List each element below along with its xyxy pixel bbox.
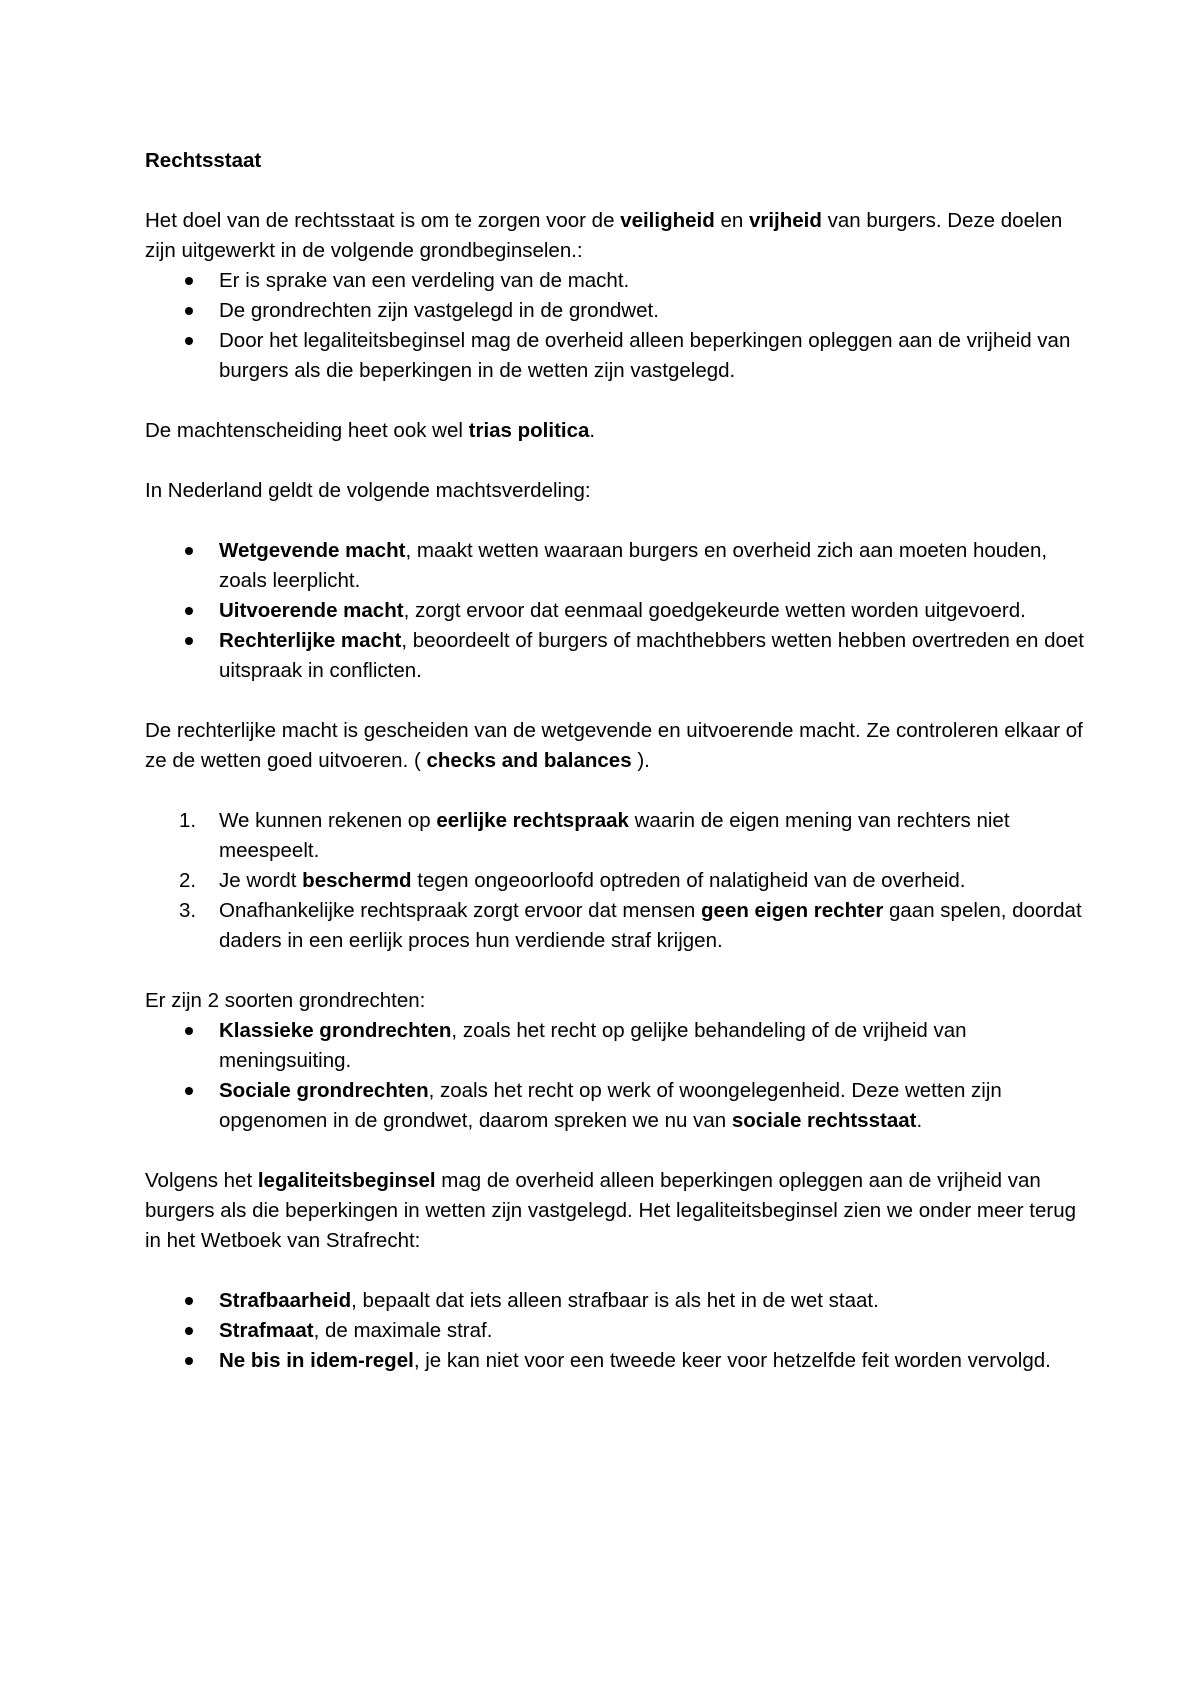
item-text: Je wordt [219, 869, 303, 892]
powers-list [145, 536, 1085, 686]
list-item [145, 536, 1085, 596]
trias-text-2: . [589, 419, 596, 442]
item-text: tegen ongeoorloofd optreden of nalatigheid van de overheid. [411, 869, 966, 892]
trias-paragraph [145, 416, 1085, 446]
criminal-law-list [145, 1286, 1085, 1376]
right-desc: , zoals het recht op werk of woongelegenheid. Deze wetten zijn opgenomen in de grondwet, daarom spreken we nu van [219, 1079, 1002, 1132]
intro-bold-1: veiligheid [620, 209, 715, 232]
list-item: Door het legaliteitsbeginsel mag de overheid alleen beperkingen opleggen aan de vrijheid van burgers als die beperkingen in de wetten zijn vastgelegd. [145, 326, 1085, 386]
rights-intro-paragraph: Er zijn 2 soorten grondrechten: [145, 989, 426, 1012]
item-text: waarin de eigen mening van rechters niet meespeelt. [219, 809, 1010, 862]
list-item [145, 866, 1085, 896]
spacer [145, 446, 1085, 476]
power-desc: , beoordeelt of burgers of machthebbers wetten hebben overtreden en doet uitspraak in conflicten. [219, 629, 1084, 682]
power-desc: , zorgt ervoor dat eenmaal goedgekeurde wetten worden uitgevoerd. [403, 599, 1026, 622]
list-item [145, 596, 1085, 626]
trias-bold: trias politica [468, 419, 590, 442]
checks-paragraph [145, 716, 1085, 776]
term-name: Strafbaarheid [219, 1289, 352, 1312]
list-item [145, 1286, 1085, 1316]
spacer [145, 686, 1085, 716]
term-desc: , de maximale straf. [313, 1319, 493, 1342]
nl-intro-paragraph: In Nederland geldt de volgende machtsverdeling: [145, 479, 591, 502]
list-number: 3. [179, 899, 197, 922]
spacer [145, 386, 1085, 416]
item-text: Onafhankelijke rechtspraak zorgt ervoor dat mensen [219, 899, 702, 922]
right-desc: , zoals het recht op gelijke behandeling of de vrijheid van meningsuiting. [219, 1019, 967, 1072]
term-name: Ne bis in idem-regel [219, 1349, 414, 1372]
list-item [145, 626, 1085, 686]
intro-bold-2: vrijheid [748, 209, 822, 232]
checks-bold: checks and balances [426, 749, 632, 772]
list-number: 1. [179, 809, 197, 832]
term-desc: , bepaalt dat iets alleen strafbaar is als het in de wet staat. [351, 1289, 879, 1312]
power-name: Rechterlijke macht [219, 629, 402, 652]
term-desc: , je kan niet voor een tweede keer voor hetzelfde feit worden vervolgd. [413, 1349, 1051, 1372]
power-desc: , maakt wetten waaraan burgers en overheid zich aan moeten houden, zoals leerplicht. [219, 539, 1048, 592]
term-name: Strafmaat [219, 1319, 314, 1342]
list-item: De grondrechten zijn vastgelegd in de grondwet. [145, 296, 1085, 326]
document-body [145, 146, 1085, 1376]
list-item [145, 1316, 1085, 1346]
list-item [145, 896, 1085, 956]
legality-text-2: mag de overheid alleen beperkingen opleggen aan de vrijheid van burgers als die beperkingen in wetten zijn vastgelegd. Het legaliteitsbeginsel zien we onder meer terug in het Wetboek van Strafrecht: [145, 1169, 1077, 1252]
right-desc-2: . [916, 1109, 923, 1132]
item-text: gaan spelen, doordat daders in een eerlijk proces hun verdiende straf krijgen. [219, 899, 1082, 952]
list-number: 2. [179, 869, 197, 892]
item-bold: eerlijke rechtspraak [436, 809, 629, 832]
legality-text-1: Volgens het [145, 1169, 258, 1192]
trias-text-1: De machtenscheiding heet ook wel [145, 419, 469, 442]
item-text: We kunnen rekenen op [219, 809, 437, 832]
spacer [145, 1136, 1085, 1166]
principles-list [145, 266, 1085, 386]
power-name: Uitvoerende macht [219, 599, 404, 622]
rights-list [145, 1016, 1085, 1136]
page-title: Rechtsstaat [145, 149, 262, 172]
spacer [145, 956, 1085, 986]
legality-bold: legaliteitsbeginsel [257, 1169, 436, 1192]
list-item [145, 806, 1085, 866]
intro-text-3: van burgers. Deze doelen zijn uitgewerkt in de volgende grondbeginselen.: [145, 209, 1063, 262]
list-item [145, 1016, 1085, 1076]
intro-text-1: Het doel van de rechtsstaat is om te zorgen voor de [145, 209, 621, 232]
checks-text-1: De rechterlijke macht is gescheiden van de wetgevende en uitvoerende macht. Ze controleren elkaar of ze de wetten goed uitvoeren. ( [145, 719, 1083, 772]
right-name: Sociale grondrechten [219, 1079, 429, 1102]
list-item: Er is sprake van een verdeling van de macht. [145, 266, 1085, 296]
checks-text-2: ). [631, 749, 650, 772]
item-bold: geen eigen rechter [701, 899, 884, 922]
power-name: Wetgevende macht [219, 539, 406, 562]
spacer [145, 176, 1085, 206]
intro-text-2: en [714, 209, 749, 232]
legality-paragraph [145, 1166, 1085, 1256]
item-bold: beschermd [302, 869, 412, 892]
right-name: Klassieke grondrechten [219, 1019, 452, 1042]
spacer [145, 1256, 1085, 1286]
numbered-list [145, 806, 1085, 956]
spacer [145, 776, 1085, 806]
spacer [145, 506, 1085, 536]
right-bold-2: sociale rechtsstaat [731, 1109, 917, 1132]
intro-paragraph [145, 206, 1085, 266]
list-item [145, 1346, 1085, 1376]
list-item [145, 1076, 1085, 1136]
